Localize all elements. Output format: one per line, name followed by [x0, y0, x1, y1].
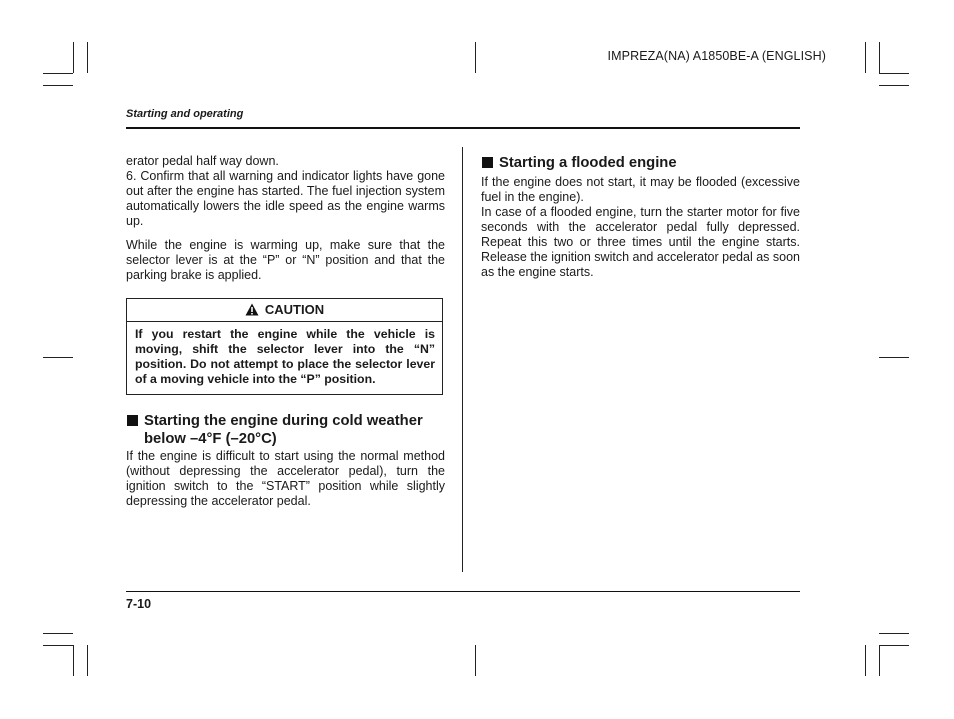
section-title: Starting and operating [126, 108, 244, 120]
crop-mark [73, 42, 74, 73]
section-heading: Starting a flooded engine [481, 154, 800, 172]
crop-mark [879, 645, 909, 646]
crop-mark [879, 645, 880, 676]
crop-mark [87, 645, 88, 676]
crop-mark [73, 645, 74, 676]
right-column [481, 154, 800, 280]
crop-mark [879, 85, 909, 86]
crop-mark [879, 73, 909, 74]
column-divider [462, 147, 463, 572]
crop-mark [879, 42, 880, 73]
paragraph: If the engine is difficult to start using the normal method (without depressing the accelerator pedal), turn the ignition switch to the “START” position while slightly depressing the accelerator pedal. [126, 449, 445, 508]
document-code: IMPREZA(NA) A1850BE-A (ENGLISH) [607, 49, 826, 63]
crop-mark [879, 633, 909, 634]
crop-mark [475, 42, 476, 73]
warning-triangle-icon [245, 303, 259, 316]
paragraph: If the engine does not start, it may be flooded (excessive fuel in the engine). [481, 175, 800, 204]
paragraph: erator pedal half way down. [126, 154, 279, 168]
caution-box [126, 298, 443, 395]
crop-mark [879, 357, 909, 358]
crop-mark [43, 357, 73, 358]
crop-mark [43, 85, 73, 86]
crop-mark [43, 633, 73, 634]
paragraph: In case of a flooded engine, turn the starter motor for five seconds with the accelerator pedal fully depressed. Repeat this two or three times until the engine starts. Release the ignition switch and accelerator pedal as soon as the engine starts. [481, 205, 800, 279]
crop-mark [87, 42, 88, 73]
square-bullet-icon [127, 415, 138, 426]
header-rule [126, 127, 800, 129]
caution-text: If you restart the engine while the vehicle is moving, shift the selector lever into the “N” position. Do not attempt to place the selector lever of a moving vehicle into the “P” position. [135, 327, 435, 386]
section-heading: Starting the engine during cold weather below –4°F (–20°C) [126, 412, 445, 448]
caution-header [127, 299, 442, 322]
square-bullet-icon [482, 157, 493, 168]
footer-rule [126, 591, 800, 592]
paragraph: 6. Confirm that all warning and indicator lights have gone out after the engine has started. The fuel injection system automatically lowers the idle speed as the engine warms up. [126, 169, 445, 228]
left-column [126, 154, 445, 509]
page-number: 7-10 [126, 597, 152, 611]
crop-mark [865, 645, 866, 676]
crop-mark [43, 73, 73, 74]
paragraph: While the engine is warming up, make sure that the selector lever is at the “P” or “N” position and that the parking brake is applied. [126, 238, 445, 282]
crop-mark [43, 645, 73, 646]
caution-title: CAUTION [264, 302, 325, 317]
crop-mark [865, 42, 866, 73]
crop-mark [475, 645, 476, 676]
